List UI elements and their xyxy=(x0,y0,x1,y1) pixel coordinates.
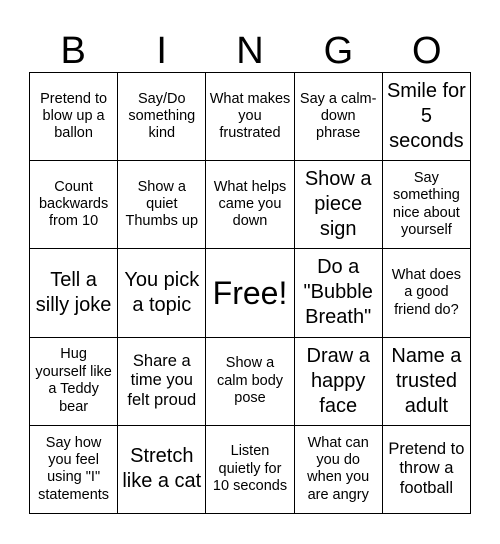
bingo-cell-r1-c2: Say/Do something kind xyxy=(118,73,206,161)
bingo-cell-r3-c4: Do a "Bubble Breath" xyxy=(295,249,383,337)
bingo-cell-r4-c3: Show a calm body pose xyxy=(206,338,294,426)
bingo-cell-r3-c5: What does a good friend do? xyxy=(383,249,471,337)
bingo-cell-r5-c5: Pretend to throw a football xyxy=(383,426,471,514)
bingo-cell-r4-c4: Draw a happy face xyxy=(295,338,383,426)
bingo-cell-r1-c1: Pretend to blow up a ballon xyxy=(30,73,118,161)
bingo-cell-r4-c1: Hug yourself like a Teddy bear xyxy=(30,338,118,426)
header-letter-b: B xyxy=(60,30,86,72)
bingo-cell-r4-c5: Name a trusted adult xyxy=(383,338,471,426)
bingo-cell-r1-c3: What makes you frustrated xyxy=(206,73,294,161)
bingo-cell-r4-c2: Share a time you felt proud xyxy=(118,338,206,426)
bingo-cell-r5-c1: Say how you feel using "I" statements xyxy=(30,426,118,514)
bingo-cell-free-space: Free! xyxy=(206,249,294,337)
bingo-cell-r2-c3: What helps came you down xyxy=(206,161,294,249)
bingo-cell-r2-c2: Show a quiet Thumbs up xyxy=(118,161,206,249)
bingo-cell-r5-c2: Stretch like a cat xyxy=(118,426,206,514)
bingo-cell-r1-c5: Smile for 5 seconds xyxy=(383,73,471,161)
bingo-cell-r3-c1: Tell a silly joke xyxy=(30,249,118,337)
header-letter-i: I xyxy=(156,30,167,72)
bingo-cell-r3-c2: You pick a topic xyxy=(118,249,206,337)
bingo-header xyxy=(29,30,471,72)
bingo-cell-r2-c4: Show a piece sign xyxy=(295,161,383,249)
header-letter-n: N xyxy=(236,30,264,72)
bingo-cell-r2-c1: Count backwards from 10 xyxy=(30,161,118,249)
header-letter-g: G xyxy=(323,30,354,72)
bingo-cell-r5-c3: Listen quietly for 10 seconds xyxy=(206,426,294,514)
header-letter-o: O xyxy=(412,30,442,72)
bingo-grid xyxy=(29,72,471,514)
bingo-cell-r5-c4: What can you do when you are angry xyxy=(295,426,383,514)
bingo-cell-r2-c5: Say something nice about yourself xyxy=(383,161,471,249)
bingo-cell-r1-c4: Say a calm-down phrase xyxy=(295,73,383,161)
